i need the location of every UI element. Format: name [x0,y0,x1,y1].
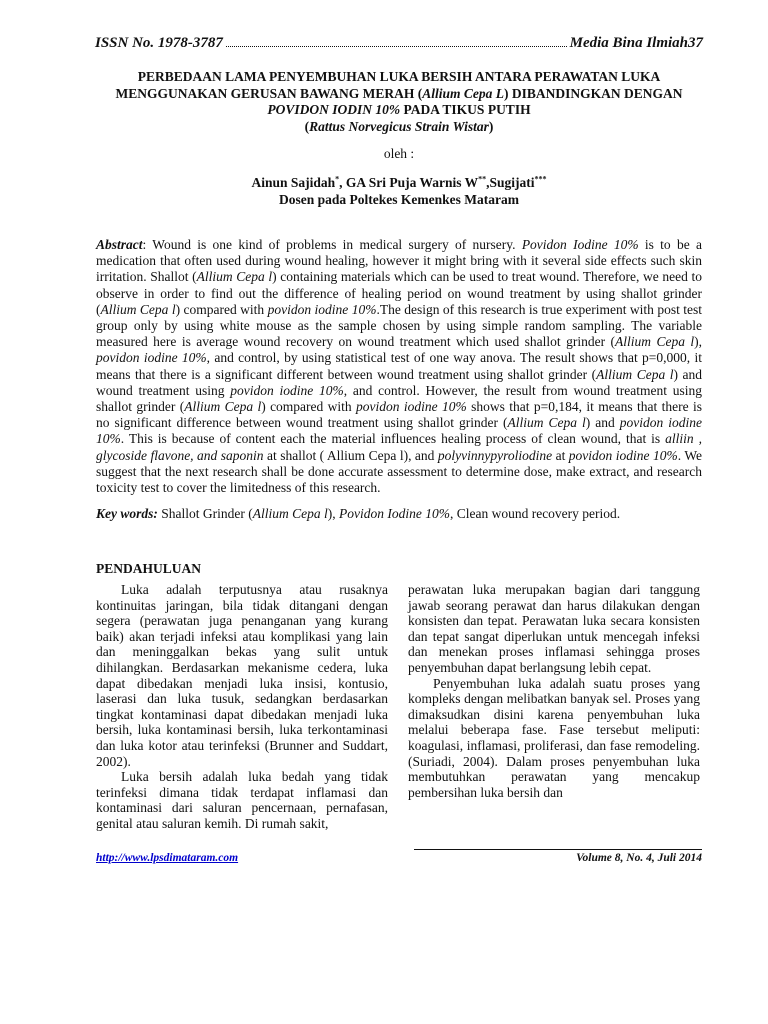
paragraph: Luka bersih adalah luka bedah yang tidak terinfeksi dimana tidak terdapat inflamasi dan kontaminasi dari saluran pencernaan, pernafasan, genital atau saluran kemih. Di rumah sakit, [96,769,388,831]
title-line-2: MENGGUNAKAN GERUSAN BAWANG MERAH (Allium Cepa L) DIBANDINGKAN DENGAN [115,85,683,101]
section-heading: PENDAHULUAN [96,561,202,576]
paragraph: Penyembuhan luka adalah suatu proses yang kompleks dengan melibatkan banyak sel. Proses yang dimaksudkan disini karena penyembuhan luka melalui beberapa fase. Fase tersebut meliputi: koagulasi, inflamasi, proliferasi, dan fase remodeling. (Suriadi, 2004). Dalam proses penyembuhan luka membutuhkan perawatan yang mencakup pembersihan luka bersih dan [408,675,700,800]
footer-rule [414,849,702,850]
by-label: oleh : [383,146,415,161]
abstract-label: Abstract [96,237,143,252]
issn-label: ISSN No. 1978-3787 [95,35,223,51]
body-column-right [408,582,700,800]
keywords-label: Key words: [96,506,158,521]
title-line-3: POVIDON IODIN 10% PADA TIKUS PUTIH [267,102,531,117]
running-header [95,35,703,52]
paragraph: Luka adalah terputusnya atau rusaknya kontinuitas jaringan, bila tidak ditangani dengan segera (perawatan juga penanganan yang kurang baik) akan terjadi infeksi atau komplikasi yang lain dan meninggalkan bekas yang sulit untuk dihilangkan. Berdasarkan mekanisme cedera, luka dapat dibedakan menjadi luka insisi, kontusio, laserasi dan luka tusuk, sedangkan berdasarkan tingkat kontaminasi dapat dibedakan menjadi luka bersih, luka kontaminasi bersih, luka terkontaminasi dan luka kotor atau terinfeksi (Brunner and Suddart, 2002). [96,582,388,769]
author-affiliation: Dosen pada Poltekes Kemenkes Mataram [279,192,519,207]
paper-title [90,69,708,135]
title-line-4: (Rattus Norvegicus Strain Wistar) [304,118,494,134]
header-dotted-leader [226,36,567,47]
abstract: Abstract: Wound is one kind of problems in medical surgery of nursery. Povidon Iodine 10% is to be a medication that often used during wound healing, however it might bring with it several side effects such skin irritation. Shallot (Allium Cepa l) containing materials which can be used to treat wound. Therefore, we need to observe in order to find out the difference of healing period on wound treatment by using shallot grinder (Allium Cepa l) compared with povidon iodine 10%.The design of this research is true experiment with post test group only by using white mouse as the sample chosen by using simple random sampling. The variable measured here is average wound recovery on wound treatment which used shallot grinder (Allium Cepa l), povidon iodine 10%, and control, by using statistical test of one way anova. The result shows that p=0,000, it means that there is a significant different between wound treatment using shallot grinder (Allium Cepa l) and wound treatment using povidon iodine 10%, and control. However, the result from wound treatment using shallot grinder (Allium Cepa l) compared with povidon iodine 10% shows that p=0,184, it means that there is no significant difference between wound treatment using shallot grinder (Allium Cepa l) and povidon iodine 10%. This is because of content each the material influences healing process of clean wound, that is alliin , glycoside flavone, and saponin at shallot ( Allium Cepa l), and polyvinnypyroliodine at povidon iodine 10%. We suggest that the next research shall be done accurate assessment to determine dose, make extract, and research toxicity test to cover the limitedness of this research. [96,237,703,496]
body-column-left [96,582,388,832]
keywords: Key words: Shallot Grinder (Allium Cepa l), Povidon Iodine 10%, Clean wound recovery period. [96,506,621,521]
title-line-1: PERBEDAAN LAMA PENYEMBUHAN LUKA BERSIH ANTARA PERAWATAN LUKA [137,69,661,84]
paragraph: perawatan luka merupakan bagian dari tanggung jawab seorang perawat dan harus dilakukan dengan konsisten dan tepat. Perawatan luka secara konsisten dan tepat sangat diperlukan untuk mencegah infeksi dan menekan proses inflamasi sehingga proses penyembuhan dapat berlangsung lebih cepat. [408,582,700,675]
author-names: Ainun Sajidah*, GA Sri Puja Warnis W**,Sugijati*** [251,174,547,190]
footer-url-link[interactable]: http://www.lpsdimataram.com [96,852,239,864]
footer-volume: Volume 8, No. 4, Juli 2014 [576,852,702,864]
author-block [90,174,708,208]
journal-name: Media Bina Ilmiah37 [569,35,703,51]
